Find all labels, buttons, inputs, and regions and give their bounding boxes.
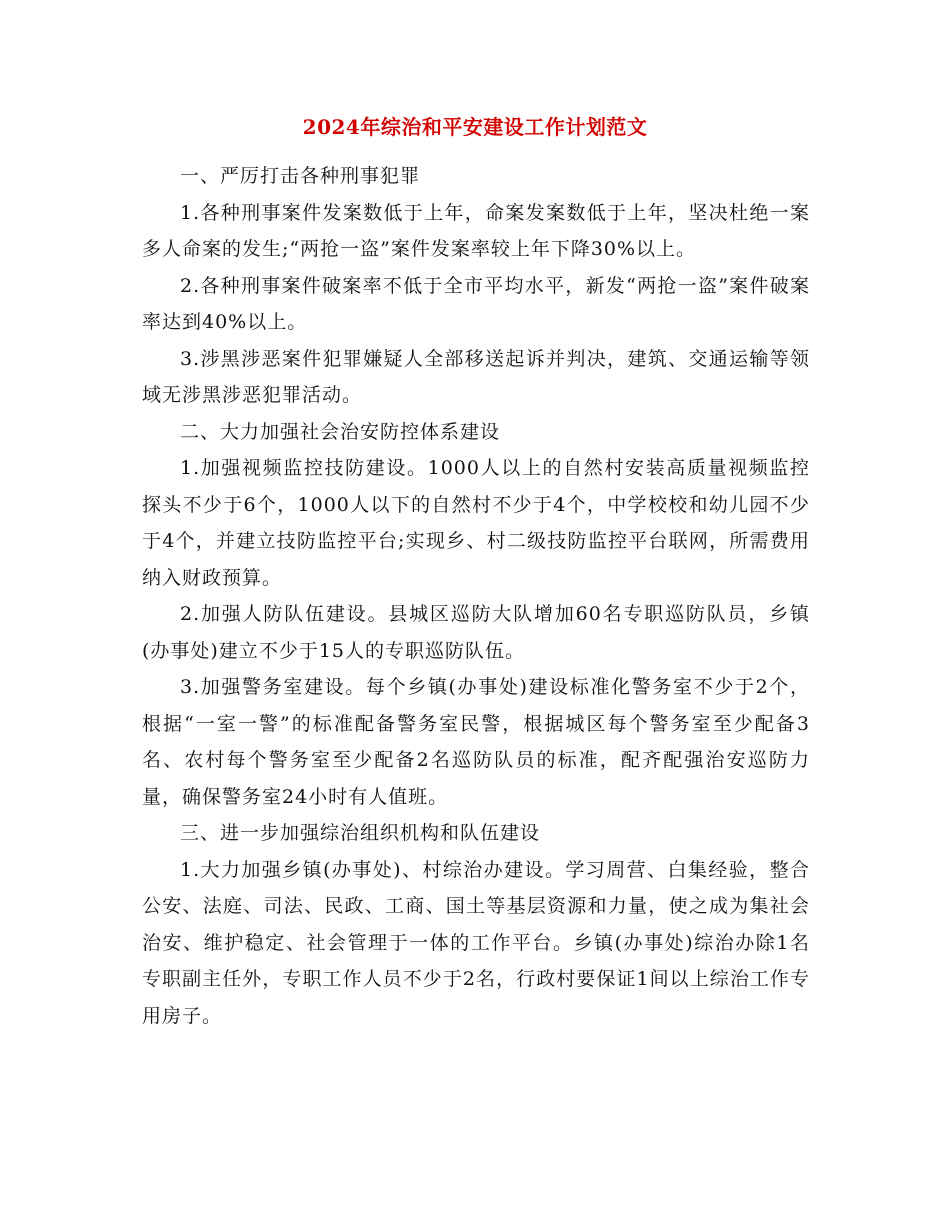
paragraph: 2.各种刑事案件破案率不低于全市平均水平，新发“两抢一盗”案件破案率达到40%以上。 bbox=[142, 274, 810, 333]
paragraph: 1.加强视频监控技防建设。1000人以上的自然村安装高质量视频监控探头不少于6个，1000人以下的自然村不少于4个，中学校校和幼儿园不少于4个，并建立技防监控平台;实现乡、村二级技防监控平台联网，所需费用纳入财政预算。 bbox=[142, 457, 810, 589]
section-heading-2: 二、大力加强社会治安防控体系建设 bbox=[180, 420, 501, 443]
paragraph: 3.涉黑涉恶案件犯罪嫌疑人全部移送起诉并判决，建筑、交通运输等领域无涉黑涉恶犯罪活动。 bbox=[142, 347, 810, 406]
paragraph: 3.加强警务室建设。每个乡镇(办事处)建设标准化警务室不少于2个，根据“一室一警”的标准配备警务室民警，根据城区每个警务室至少配备3名、农村每个警务室至少配备2名巡防队员的标准，配齐配强治安巡防力量，确保警务室24小时有人值班。 bbox=[142, 676, 810, 808]
paragraph: 1.大力加强乡镇(办事处)、村综治办建设。学习周营、白集经验，整合公安、法庭、司法、民政、工商、国土等基层资源和力量，使之成为集社会治安、维护稳定、社会管理于一体的工作平台。乡镇(办事处)综治办除1名专职副主任外，专职工作人员不少于2名，行政村要保证1间以上综治工作专用房子。 bbox=[142, 858, 810, 1027]
document-title: 2024年综治和平安建设工作计划范文 bbox=[302, 115, 648, 139]
paragraph: 2.加强人防队伍建设。县城区巡防大队增加60名专职巡防队员，乡镇(办事处)建立不少于15人的专职巡防队伍。 bbox=[142, 603, 810, 662]
document-body bbox=[142, 158, 810, 1034]
paragraph: 1.各种刑事案件发案数低于上年，命案发案数低于上年，坚决杜绝一案多人命案的发生;“两抢一盗”案件发案率较上年下降30%以上。 bbox=[142, 201, 810, 260]
section-heading-3: 三、进一步加强综治组织机构和队伍建设 bbox=[180, 822, 541, 844]
section-heading-1: 一、严厉打击各种刑事犯罪 bbox=[180, 165, 421, 187]
